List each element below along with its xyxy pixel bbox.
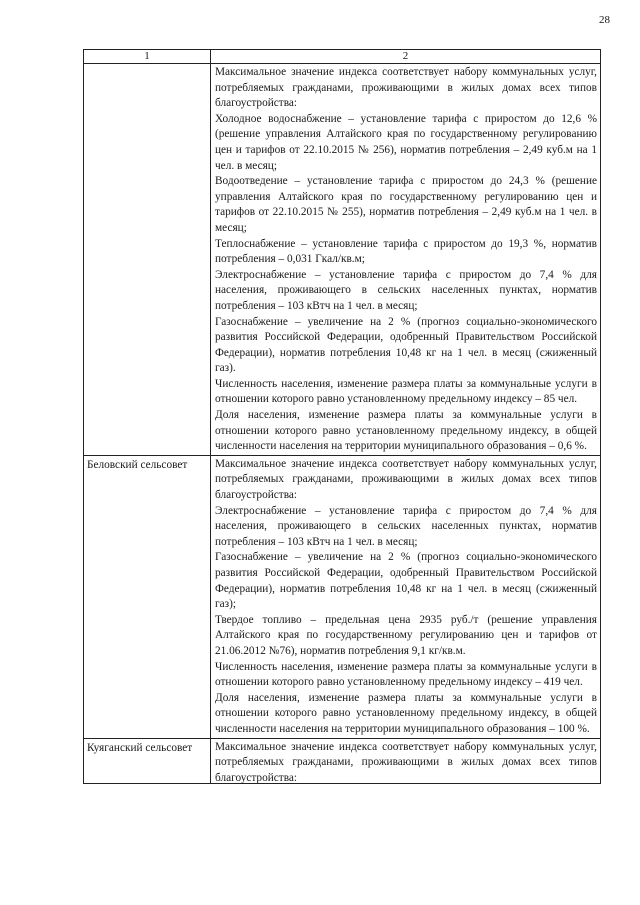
paragraph: Газоснабжение – увеличение на 2 % (прогноз социально-экономического развития Российской Федерации, одобренный Правительством Российской Федерации), норматив потребления 10,48 кг на 1 чел. в месяц (сжиженный газ); <box>215 551 597 611</box>
region-cell: Куяганский сельсовет <box>84 738 211 783</box>
page-number: 28 <box>599 14 610 26</box>
paragraph: Электроснабжение – установление тарифа с приростом до 7,4 % для населения, проживающего в сельских населенных пунктах, норматив потребления – 103 кВтч на 1 чел. в месяц; <box>215 504 597 548</box>
table-row <box>84 738 601 783</box>
paragraph: Максимальное значение индекса соответствует набору коммунальных услуг, потребляемых гражданами, проживающими в жилых домах всех типов благоустройства: <box>215 66 597 110</box>
content-cell <box>211 64 601 456</box>
paragraph: Максимальное значение индекса соответствует набору коммунальных услуг, потребляемых гражданами, проживающими в жилых домах всех типов благоустройства: <box>215 740 597 783</box>
paragraph: Численность населения, изменение размера платы за коммунальные услуги в отношении которого равно установленному предельному индексу – 419 чел. <box>215 660 597 689</box>
content-cell <box>211 455 601 738</box>
paragraph: Водоотведение – установление тарифа с приростом до 24,3 % (решение управления Алтайского края по государственному регулированию цен и тарифов от 22.10.2015 № 255), норматив потребления – 2,49 куб.м на 1 чел. в месяц; <box>215 175 597 234</box>
region-cell: Беловский сельсовет <box>84 455 211 738</box>
table-row <box>84 64 601 456</box>
table-row <box>84 455 601 738</box>
paragraph: Численность населения, изменение размера платы за коммунальные услуги в отношении которого равно установленному предельному индексу – 85 чел. <box>215 377 597 406</box>
content-cell <box>211 738 601 783</box>
column-header-1: 1 <box>84 50 211 64</box>
table-header-row <box>84 50 601 64</box>
region-cell <box>84 64 211 456</box>
paragraph: Теплоснабжение – установление тарифа с приростом до 19,3 %, норматив потребления – 0,031 Гкал/кв.м; <box>215 237 597 266</box>
paragraph: Доля населения, изменение размера платы за коммунальные услуги в отношении которого равно установленному предельному индексу, в общей численности населения на территории муниципального образования – 100 %. <box>215 691 597 735</box>
paragraph: Холодное водоснабжение – установление тарифа с приростом до 12,6 % (решение управления Алтайского края по государственному регулированию цен и тарифов от 22.10.2015 № 256), норматив потребления – 2,49 куб.м на 1 чел. в месяц; <box>215 112 597 172</box>
tariff-table <box>83 49 601 784</box>
paragraph: Твердое топливо – предельная цена 2935 руб./т (решение управления Алтайского края по государственному регулированию цен и тарифов от 21.06.2012 №76), норматив потребления 9,1 кг/кв.м. <box>215 613 597 657</box>
paragraph: Газоснабжение – увеличение на 2 % (прогноз социально-экономического развития Российской Федерации, одобренный Правительством Российской Федерации), норматив потребления 10,48 кг на 1 чел. в месяц (сжиженный газ). <box>215 315 597 375</box>
paragraph: Электроснабжение – установление тарифа с приростом до 7,4 % для населения, проживающего в сельских населенных пунктах, норматив потребления – 103 кВтч на 1 чел. в месяц; <box>215 268 597 312</box>
column-header-2: 2 <box>211 50 601 64</box>
paragraph: Доля населения, изменение размера платы за коммунальные услуги в отношении которого равно установленному предельному индексу, в общей численности населения на территории муниципального образования – 0,6 %. <box>215 409 597 453</box>
paragraph: Максимальное значение индекса соответствует набору коммунальных услуг, потребляемых гражданами, проживающими в жилых домах всех типов благоустройства: <box>215 457 597 502</box>
